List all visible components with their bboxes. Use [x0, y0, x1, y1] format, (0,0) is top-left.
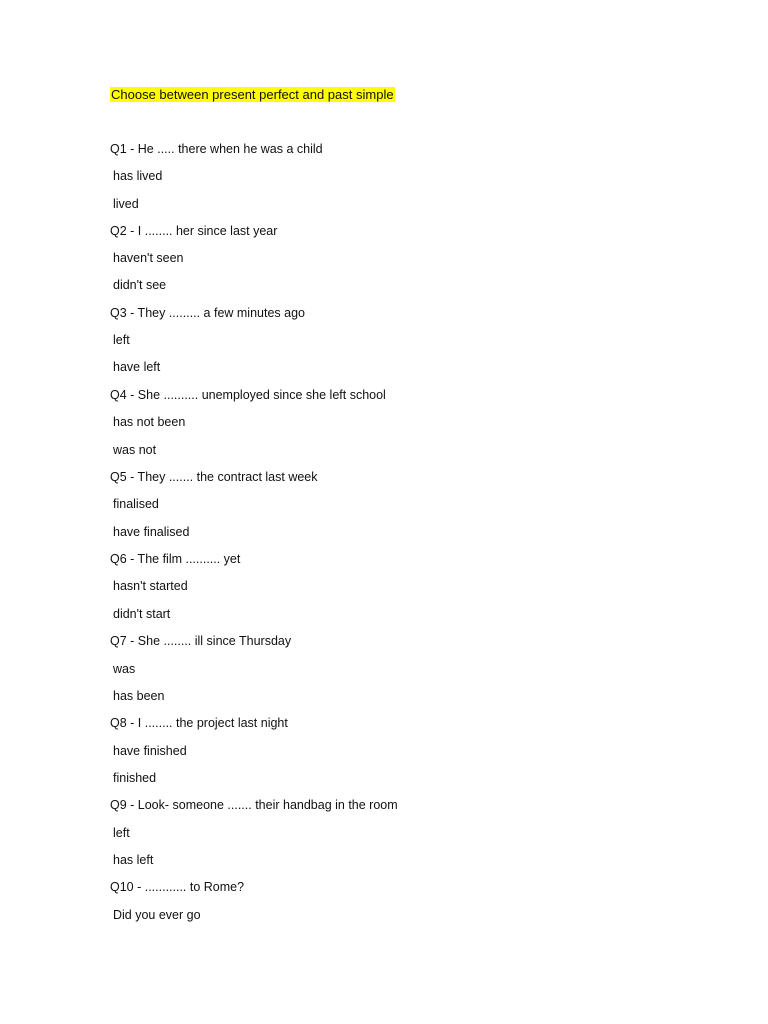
question-7-option-1: was: [113, 662, 136, 676]
question-8-option-1: have finished: [113, 744, 187, 758]
question-1-option-2: lived: [113, 197, 139, 211]
question-9: Q9 - Look- someone ....... their handbag in the room: [110, 798, 398, 812]
question-4: Q4 - She .......... unemployed since she left school: [110, 388, 386, 402]
question-3: Q3 - They ......... a few minutes ago: [110, 306, 305, 320]
question-9-option-1: left: [113, 826, 130, 840]
question-10: Q10 - ............ to Rome?: [110, 880, 245, 894]
question-6-option-1: hasn't started: [113, 579, 188, 593]
question-5-option-1: finalised: [113, 497, 159, 511]
question-5-option-2: have finalised: [113, 525, 190, 539]
question-2: Q2 - I ........ her since last year: [110, 224, 278, 238]
question-9-option-2: has left: [113, 853, 154, 867]
question-2-option-1: haven't seen: [113, 251, 184, 265]
question-7-option-2: has been: [113, 689, 165, 703]
question-1: Q1 - He ..... there when he was a child: [110, 142, 323, 156]
question-8: Q8 - I ........ the project last night: [110, 716, 288, 730]
worksheet-title: [110, 86, 395, 103]
question-7: Q7 - She ........ ill since Thursday: [110, 634, 292, 648]
question-1-option-1: has lived: [113, 169, 163, 183]
question-10-option-1: Did you ever go: [113, 908, 201, 922]
question-5: Q5 - They ....... the contract last week: [110, 470, 318, 484]
question-6-option-2: didn't start: [113, 607, 171, 621]
highlighted-title-text: Choose between present perfect and past simple: [111, 87, 394, 102]
question-3-option-2: have left: [113, 360, 161, 374]
question-6: Q6 - The film .......... yet: [110, 552, 241, 566]
question-4-option-1: has not been: [113, 415, 186, 429]
question-2-option-2: didn't see: [113, 278, 167, 292]
question-4-option-2: was not: [113, 443, 157, 457]
question-8-option-2: finished: [113, 771, 157, 785]
question-3-option-1: left: [113, 333, 130, 347]
